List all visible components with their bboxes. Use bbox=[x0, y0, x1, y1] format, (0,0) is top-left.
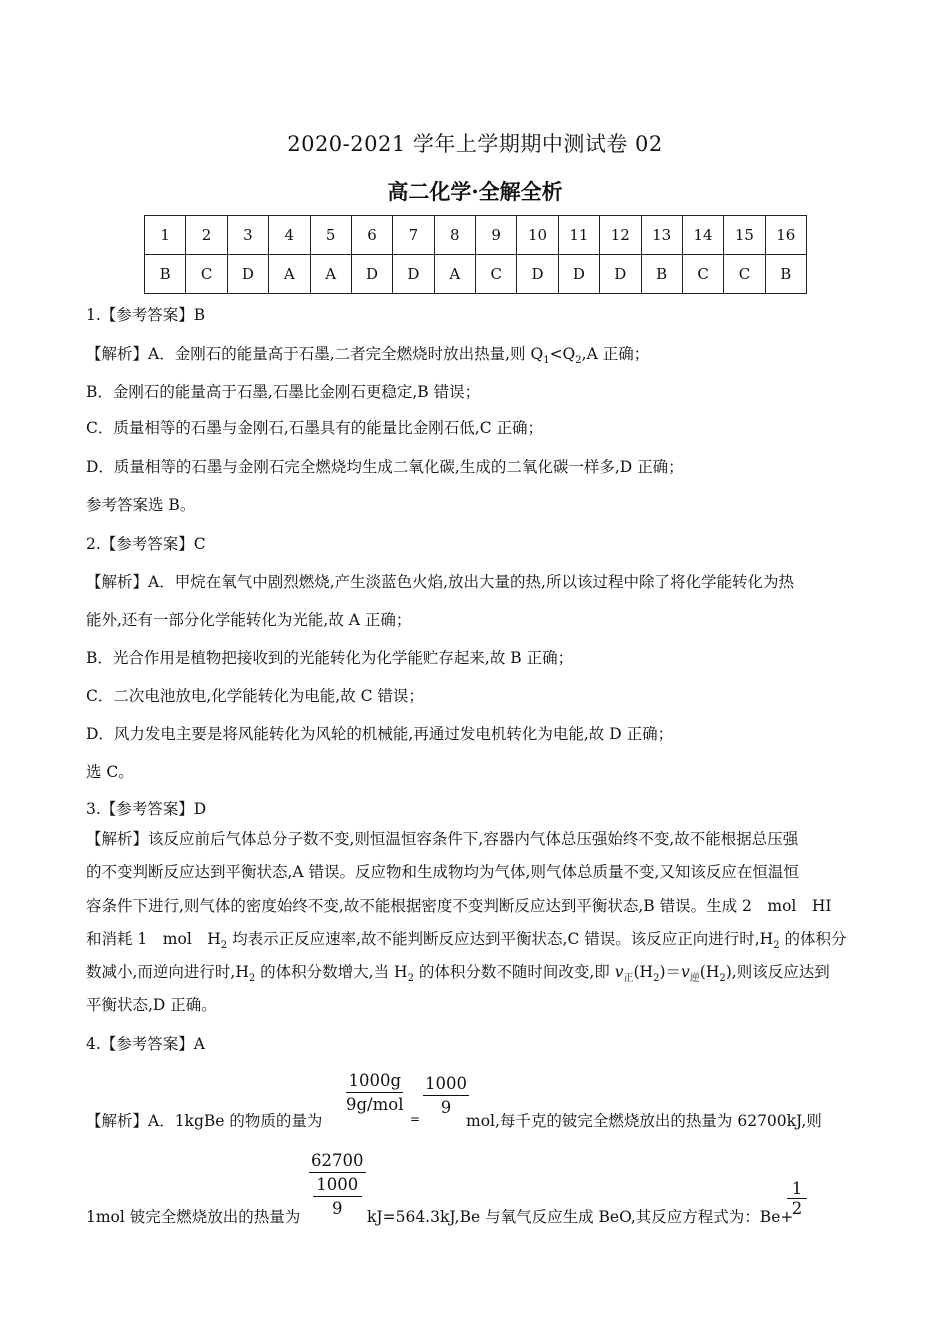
q1-analysis-b: B．金刚石的能量高于石墨,石墨比金刚石更稳定,B 错误； bbox=[86, 383, 481, 401]
answer-letter: A bbox=[434, 255, 475, 294]
question-number: 13 bbox=[641, 216, 682, 255]
equals-sign: = bbox=[410, 1112, 421, 1126]
fraction-numerator: 1000 bbox=[425, 1074, 467, 1093]
nested-fraction-numerator: 1000 bbox=[316, 1175, 359, 1194]
question-number: 3 bbox=[227, 216, 268, 255]
q2-analysis-a1: 【解析】A．甲烷在氧气中剧烈燃烧,产生淡蓝色火焰,放出大量的热,所以该过程中除了将化学能转化为热 bbox=[86, 573, 794, 591]
q2-answer-line: 2.【参考答案】C bbox=[86, 535, 206, 553]
text-run: 和消耗 1 mol H bbox=[86, 930, 221, 948]
text-run: )＝ bbox=[659, 963, 682, 981]
q2-analysis-c: C．二次电池放电,化学能转化为电能,故 C 错误； bbox=[86, 687, 424, 705]
question-number-row bbox=[145, 216, 807, 255]
fraction-one-half bbox=[787, 1179, 807, 1218]
text-run: 均表示正反应速率,故不能判断反应达到平衡状态,C 错误。该反应正向进行时,H bbox=[227, 930, 774, 948]
answer-letter: C bbox=[476, 255, 517, 294]
exam-title: 2020-2021 学年上学期期中测试卷 02 bbox=[287, 132, 663, 156]
fraction-numerator: 62700 bbox=[311, 1151, 364, 1170]
subscript: 正 bbox=[623, 973, 634, 985]
exam-subtitle: 高二化学·全解全析 bbox=[387, 179, 563, 204]
q3-analysis-line: 容条件下进行,则气体的密度始终不变,故不能根据密度不变判断反应达到平衡状态,B 错误。生成 2 mol HI bbox=[86, 897, 832, 915]
answer-row bbox=[145, 255, 807, 294]
text-run: ),则该反应达到 bbox=[725, 963, 830, 981]
q1-analysis-c: C．质量相等的石墨与金刚石,石墨具有的能量比金刚石低,C 正确； bbox=[86, 419, 544, 437]
text-run: 的体积分数增大,当 H bbox=[255, 963, 408, 981]
subscript: 2 bbox=[773, 940, 780, 952]
question-number: 4 bbox=[269, 216, 310, 255]
question-number: 11 bbox=[558, 216, 599, 255]
subscript: 2 bbox=[719, 973, 726, 985]
q1-analysis-d: D．质量相等的石墨与金刚石完全燃烧均生成二氧化碳,生成的二氧化碳一样多,D 正确； bbox=[86, 458, 684, 476]
answer-letter: D bbox=[600, 255, 641, 294]
answer-letter: A bbox=[269, 255, 310, 294]
subscript: 2 bbox=[653, 973, 660, 985]
text-run: 的体积分 bbox=[779, 930, 847, 948]
subscript: 2 bbox=[248, 973, 256, 985]
question-number: 16 bbox=[765, 216, 806, 255]
q2-conclusion: 选 C。 bbox=[86, 763, 134, 781]
answer-letter: C bbox=[186, 255, 227, 294]
q3-analysis-line bbox=[86, 927, 847, 951]
subscript: 2 bbox=[220, 940, 228, 952]
question-number: 7 bbox=[393, 216, 434, 255]
question-number: 8 bbox=[434, 216, 475, 255]
answer-letter: B bbox=[765, 255, 806, 294]
fraction-denominator: 9g/mol bbox=[346, 1095, 404, 1114]
text-run: (H bbox=[633, 963, 654, 981]
answer-letter: B bbox=[641, 255, 682, 294]
q1-a-text: <Q bbox=[549, 345, 576, 363]
q1-answer-line: 1.【参考答案】B bbox=[86, 306, 206, 324]
question-number: 2 bbox=[186, 216, 227, 255]
q4-answer-line: 4.【参考答案】A bbox=[86, 1035, 205, 1053]
q2-analysis-d: D．风力发电主要是将风能转化为风轮的机械能,再通过发电机转化为电能,故 D 正确； bbox=[86, 725, 674, 743]
q4-analysis-line: 1mol 铍完全燃烧放出的热量为 bbox=[86, 1208, 301, 1226]
fraction-denominator: 9 bbox=[332, 1199, 343, 1218]
answer-letter: C bbox=[682, 255, 723, 294]
q4-analysis-line: mol,每千克的铍完全燃烧放出的热量为 62700kJ,则 bbox=[466, 1112, 822, 1130]
answer-letter: B bbox=[145, 255, 186, 294]
q3-analysis-line: 的不变判断反应达到平衡状态,A 错误。反应物和生成物均为气体,则气体总质量不变,又知该反应在恒温恒 bbox=[86, 863, 799, 881]
rate-symbol: v bbox=[614, 963, 624, 981]
question-number: 9 bbox=[476, 216, 517, 255]
q3-analysis-line: 【解析】该反应前后气体总分子数不变,则恒温恒容条件下,容器内气体总压强始终不变,故不能根据总压强 bbox=[86, 830, 799, 848]
q1-a-text: 【解析】A．金刚石的能量高于石墨,二者完全燃烧时放出热量,则 Q bbox=[86, 345, 544, 363]
fraction-numerator: 1000g bbox=[348, 1071, 402, 1090]
question-number: 14 bbox=[682, 216, 723, 255]
q2-analysis-b: B．光合作用是植物把接收到的光能转化为化学能贮存起来,故 B 正确； bbox=[86, 649, 574, 667]
question-number: 10 bbox=[517, 216, 558, 255]
answer-letter: C bbox=[724, 255, 765, 294]
q4-analysis-line: 【解析】A．1kgBe 的物质的量为 bbox=[86, 1112, 323, 1130]
text-run: (H bbox=[699, 963, 720, 981]
question-number: 12 bbox=[600, 216, 641, 255]
subscript: 逆 bbox=[689, 973, 700, 985]
q2-analysis-a2: 能外,还有一部分化学能转化为光能,故 A 正确； bbox=[86, 611, 412, 629]
fraction-numerator: 1 bbox=[791, 1179, 803, 1198]
q1-analysis-a bbox=[86, 342, 649, 366]
answer-table bbox=[144, 215, 807, 294]
fraction-denominator: 2 bbox=[791, 1199, 803, 1218]
question-number: 15 bbox=[724, 216, 765, 255]
q3-analysis-line: 平衡状态,D 正确。 bbox=[86, 996, 217, 1014]
question-number: 5 bbox=[310, 216, 351, 255]
text-run: 的体积分数不随时间改变,即 bbox=[413, 963, 615, 981]
subscript: 2 bbox=[407, 973, 414, 985]
answer-letter: D bbox=[558, 255, 599, 294]
q3-analysis-line bbox=[86, 960, 830, 984]
q1-a-text: ,A 正确； bbox=[581, 345, 650, 363]
subscript: 1 bbox=[543, 355, 550, 367]
answer-letter: D bbox=[351, 255, 392, 294]
answer-letter: D bbox=[227, 255, 268, 294]
subscript: 2 bbox=[575, 355, 582, 367]
question-number: 6 bbox=[351, 216, 392, 255]
q3-answer-line: 3.【参考答案】D bbox=[86, 800, 207, 818]
q4-analysis-line: kJ=564.3kJ,Be 与氧气反应生成 BeO,其反应方程式为：Be+ bbox=[367, 1208, 794, 1226]
q1-conclusion: 参考答案选 B。 bbox=[86, 496, 196, 514]
text-run: 数减小,而逆向进行时,H bbox=[86, 963, 249, 981]
fraction-denominator: 9 bbox=[440, 1098, 452, 1117]
fraction-mass-over-molar-mass bbox=[346, 1071, 403, 1114]
answer-letter: D bbox=[517, 255, 558, 294]
fraction-moles bbox=[423, 1074, 469, 1117]
question-number: 1 bbox=[145, 216, 186, 255]
answer-letter: A bbox=[310, 255, 351, 294]
answer-letter: D bbox=[393, 255, 434, 294]
fraction-heat-per-mol bbox=[309, 1151, 366, 1218]
rate-symbol: v bbox=[681, 963, 690, 981]
